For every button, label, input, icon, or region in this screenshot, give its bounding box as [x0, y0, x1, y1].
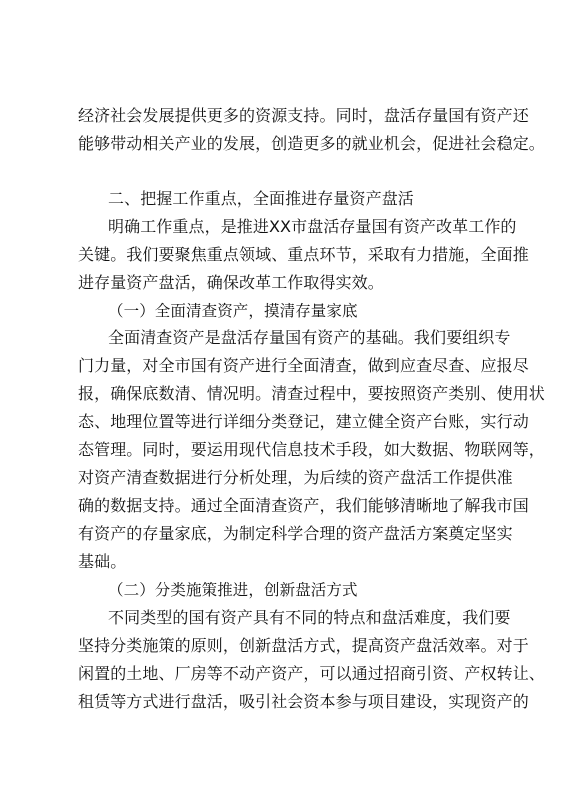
paragraph-line: 基础。: [78, 552, 127, 571]
paragraph-line: 报，确保底数清、情况明。清查过程中，要按照资产类别、使用状: [78, 384, 545, 403]
paragraph-line: 有资产的存量家底，为制定科学合理的资产盘活方案奠定坚实: [78, 524, 513, 543]
subsection-heading: （一）全面清查资产，摸清存量家底: [108, 302, 358, 320]
paragraph-line: 确的数据支持。通过全面清查资产，我们能够清晰地了解我市国: [78, 496, 529, 515]
paragraph-line: 经济社会发展提供更多的资源支持。同时，盘活存量国有资产还: [78, 106, 529, 125]
paragraph-line: 态管理。同时，要运用现代信息技术手段，如大数据、物联网等，: [78, 440, 545, 459]
paragraph-line: 关键。我们要聚焦重点领域、重点环节，采取有力措施，全面推: [78, 245, 529, 264]
paragraph-line: 态、地理位置等进行详细分类登记，建立健全资产台账，实行动: [78, 412, 529, 431]
paragraph-line: 门力量，对全市国有资产进行全面清查，做到应查尽查、应报尽: [78, 356, 529, 375]
paragraph-line: 闲置的土地、厂房等不动产资产，可以通过招商引资、产权转让、: [78, 664, 545, 683]
paragraph-line: 租赁等方式进行盘活，吸引社会资本参与项目建设，实现资产的: [78, 692, 529, 711]
paragraph-line: 对资产清查数据进行分析处理，为后续的资产盘活工作提供准: [78, 468, 513, 487]
paragraph-line: 不同类型的国有资产具有不同的特点和盘活难度，我们要: [108, 608, 511, 627]
paragraph-line: 明确工作重点，是推进XX市盘活存量国有资产改革工作的: [108, 217, 517, 236]
paragraph-line: 进存量资产盘活，确保改革工作取得实效。: [78, 273, 384, 292]
section-heading: 二、把握工作重点，全面推进存量资产盘活: [108, 189, 414, 208]
paragraph-line: 全面清查资产是盘活存量国有资产的基础。我们要组织专: [108, 328, 511, 347]
paragraph-line: 能够带动相关产业的发展，创造更多的就业机会，促进社会稳定。: [78, 134, 545, 153]
subsection-heading: （二）分类施策推进，创新盘活方式: [108, 581, 358, 599]
paragraph-line: 坚持分类施策的原则，创新盘活方式，提高资产盘活效率。对于: [78, 636, 529, 655]
